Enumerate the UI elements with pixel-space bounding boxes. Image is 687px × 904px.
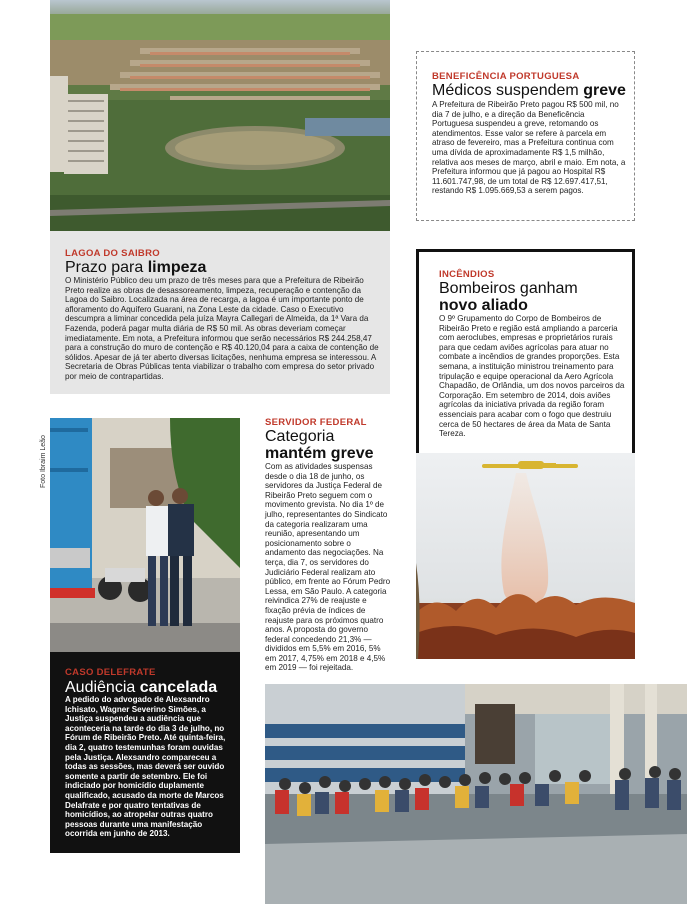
caso-headline-bold: cancelada bbox=[139, 679, 218, 696]
beneficencia-headline-bold: greve bbox=[583, 82, 626, 99]
bombeiros-headline-normal: Bombeiros ganham bbox=[439, 280, 578, 297]
beneficencia-box bbox=[416, 51, 635, 221]
lagoa-headline bbox=[65, 259, 206, 276]
lagoa-box bbox=[50, 231, 390, 394]
servidor-body: Com as atividades suspensas desde o dia 18 de junho, os servidores da Justiça Federal de Ribeirão Preto seguem com o movimento grevista. No dia 1º de julho, representantes do Sindicato da categoria realizaram uma reunião, apresentando um posicionamento sobre o andamento das negociações. Na terça, dia 7, os servidores do Judiciário Federal realizam ato público, em frente ao Fórum Pedro Lessa, em São Paulo. A categoria reivindica 27% de reajuste e fixação prévia de índices de reajuste para os próximos quatro anos. A proposta do governo federal concedendo 21,3% — divididos em 5,5% em 2016, 5% em 2017, 4,75% em 2018 e 4,5% em 2019 — foi rejeitada. bbox=[265, 462, 391, 673]
beneficencia-headline-normal: Médicos suspendem bbox=[432, 82, 579, 99]
servidor-headline-bold-line bbox=[265, 445, 374, 462]
bombeiros-kicker: INCÊNDIOS bbox=[439, 269, 495, 280]
lagoa-headline-normal: Prazo para bbox=[65, 259, 144, 276]
bombeiros-headline-bold-line bbox=[439, 297, 528, 314]
beneficencia-kicker: BENEFICÊNCIA PORTUGUESA bbox=[432, 71, 580, 82]
servidor-headline-normal: Categoria bbox=[265, 428, 335, 445]
beneficencia-headline bbox=[432, 82, 626, 99]
caso-headline-normal: Audiência bbox=[65, 679, 136, 696]
bombeiros-box bbox=[416, 249, 635, 453]
lagoa-body: O Ministério Público deu um prazo de três meses para que a Prefeitura de Ribeirão Preto realize as obras de desassoreamento, limpeza, recuperação e contenção da Lagoa do Saibro. Localizada na área de recarga, a lagoa é um importante ponto de afloramento do Aquífero Guarani, na Zona Leste da cidade. Caso o Executivo descumpra a liminar concedida pela juíza Mayra Callegari de Almeida, da 1ª Vara da Fazenda, poderá pagar multa diária de R$ 50 mil. As obras deveriam começar imediatamente. Em nota, a Prefeitura informou que serão necessários R$ 244.258,47 para a construção do muro de contenção e R$ 40.120,04 para a caixa de contenção de sólidos. Apesar de já ter aberto diversas licitações, nenhuma empresa se interessou. A Secretaria de Obras Públicas tenta viabilizar o trabalho com empresa do setor privado por meio de contrapartidas. bbox=[65, 276, 379, 381]
truck-scene-photo bbox=[50, 418, 240, 652]
caso-headline bbox=[65, 679, 217, 696]
caso-kicker: CASO DELEFRATE bbox=[65, 667, 156, 678]
bombeiros-headline-bold: novo aliado bbox=[439, 297, 528, 314]
servidor-headline-bold: mantém greve bbox=[265, 445, 374, 462]
caso-delefrate-box bbox=[50, 652, 240, 853]
bombeiros-body: O 9º Grupamento do Corpo de Bombeiros de Ribeirão Preto e região está ampliando a parceria com aeroclubes, empresas e proprietários rurais para que cedam aviões agrícolas para atuar no combate a incêndios de grandes proporções. Esta semana, a instituição ministrou treinamento para tripulação e equipe operacional da Aero Agrícola Chapadão, de Orlândia, um dos novos parceiros da Corporação. Em setembro de 2014, dois aviões agrícolas da iniciativa privada da região foram essenciais para acabar com o fogo que destruiu cerca de 50 hectares de área da Mata de Santa Tereza. bbox=[439, 314, 625, 439]
firefighting-plane-photo bbox=[416, 453, 635, 659]
servidor-article bbox=[265, 414, 395, 684]
caso-body: A pedido do advogado de Alexsandro Ichisato, Wagner Severino Simões, a Justiça suspendeu a audiência que aconteceria na tarde do dia 3 de julho, no Fórum de Ribeirão Preto. Até quinta-feira, dia 2, quatro testemunhas foram ouvidas pela Justiça. Alexsandro compareceu a todas as sessões, mas deverá ser ouvido somente a partir de setembro. Ele foi indiciado por homicídio duplamente qualificado, acusado da morte de Marcos Delafrate e por quatro tentativas de homicídios, ao atropelar outras quatro pessoas durante uma manifestação ocorrida em junho de 2013. bbox=[65, 695, 226, 839]
photo-credit-text: Foto Ibraim Leão bbox=[40, 435, 47, 488]
lagoa-kicker: LAGOA DO SAIBRO bbox=[65, 248, 160, 259]
aerial-lagoon-photo bbox=[50, 0, 390, 231]
beneficencia-body: A Prefeitura de Ribeirão Preto pagou R$ 500 mil, no dia 7 de julho, e a direção da Beneficência Portuguesa suspendeu a greve, retomando os atendimentos. Esse valor se refere à parcela em atraso de fevereiro, mas a Prefeitura continua com uma dívida de aproximadamente R$ 1,5 milhão, relativa aos meses de março, abril e maio. Em nota, a Prefeitura informou que já pagou ao Hospital R$ 11.601.747,98, de um total de R$ 12.697.417,51, restando R$ 1.095.669,53 a serem pagos. bbox=[432, 100, 626, 196]
lagoa-headline-bold: limpeza bbox=[147, 259, 207, 276]
servidor-kicker: SERVIDOR FEDERAL bbox=[265, 417, 367, 428]
forum-crowd-photo bbox=[265, 684, 687, 904]
